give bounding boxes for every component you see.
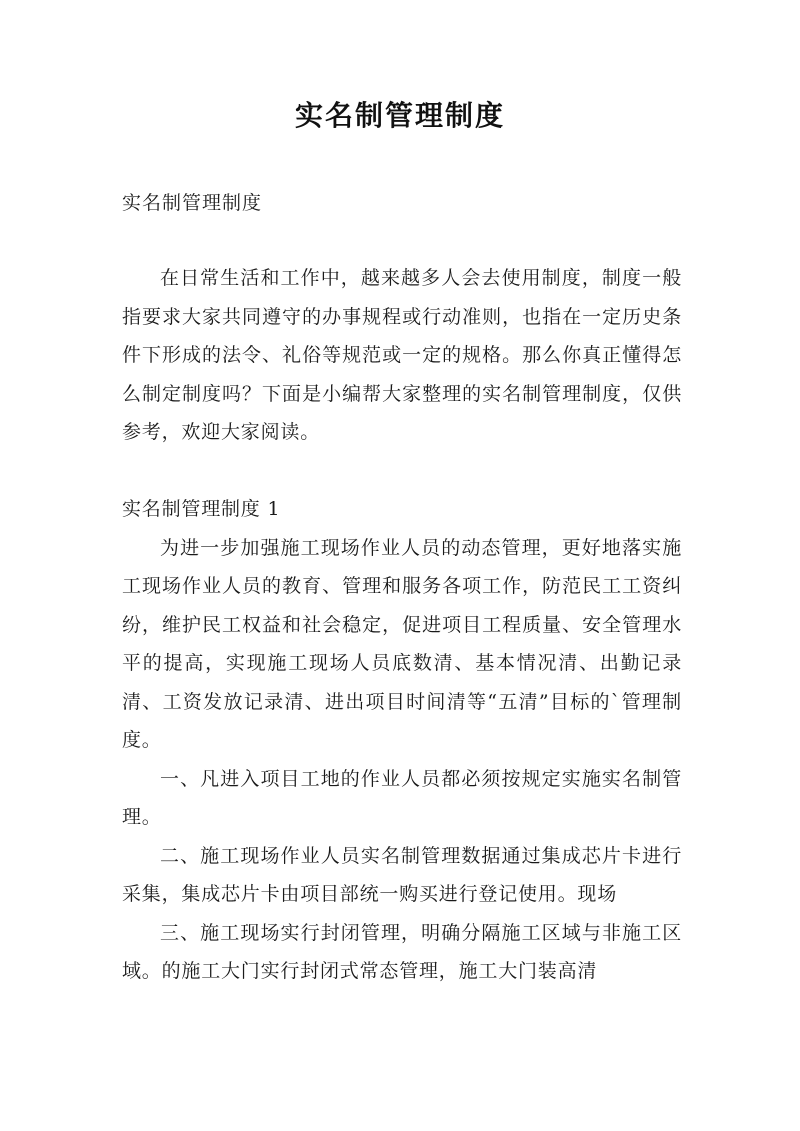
section-heading: 实名制管理制度 1 [122, 498, 281, 520]
document-subtitle: 实名制管理制度 [122, 192, 263, 214]
section-paragraph: 三、施工现场实行封闭管理，明确分隔施工区域与非施工区域。的施工大门实行封闭式常态管理，施工大门装高清 [122, 921, 682, 982]
document-title: 实名制管理制度 [294, 99, 505, 132]
section-1 [122, 490, 682, 991]
intro-block [122, 259, 682, 452]
section-paragraph: 二、施工现场作业人员实名制管理数据通过集成芯片卡进行采集，集成芯片卡由项目部统一购买进行登记使用。现场 [122, 844, 682, 905]
section-paragraph: 为进一步加强施工现场作业人员的动态管理，更好地落实施工现场作业人员的教育、管理和服务各项工作，防范民工工资纠纷，维护民工权益和社会稳定，促进项目工程质量、安全管理水平的提高，实现施工现场人员底数清、基本情况清、出勤记录清、工资发放记录清、进出项目时间清等“五清”目标的`管理制度。 [122, 536, 682, 751]
intro-paragraph: 在日常生活和工作中，越来越多人会去使用制度，制度一般指要求大家共同遵守的办事规程或行动准则，也指在一定历史条件下形成的法令、礼俗等规范或一定的规格。那么你真正懂得怎么制定制度吗？下面是小编帮大家整理的实名制管理制度，仅供参考，欢迎大家阅读。 [122, 267, 682, 443]
section-paragraph: 一、凡进入项目工地的作业人员都必须按规定实施实名制管理。 [122, 767, 682, 828]
